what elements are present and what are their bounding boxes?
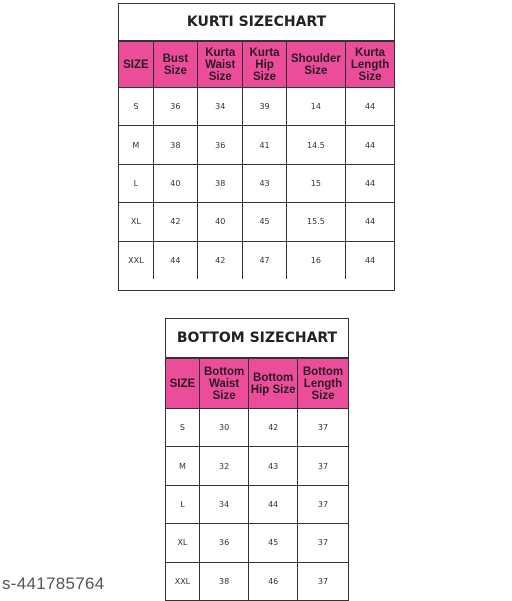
product-id-watermark: s-441785764 <box>2 574 105 593</box>
bottom-header-row <box>166 359 348 409</box>
measurement-cell: 46 <box>249 562 298 600</box>
bottom-header-waist: Bottom Waist Size <box>199 359 249 409</box>
measurement-cell: 44 <box>153 241 197 279</box>
bottom-sizechart <box>165 318 349 601</box>
kurti-table-body <box>119 88 394 280</box>
measurement-cell: 37 <box>297 524 348 562</box>
size-label-cell: S <box>119 88 153 126</box>
measurement-cell: 41 <box>243 126 286 164</box>
measurement-cell: 36 <box>198 126 243 164</box>
size-label-cell: S <box>166 409 199 447</box>
measurement-cell: 15.5 <box>286 203 345 241</box>
kurti-header-shoulder: Shoulder Size <box>286 42 345 88</box>
measurement-cell: 45 <box>243 203 286 241</box>
measurement-cell: 44 <box>249 485 298 523</box>
table-row <box>119 164 394 202</box>
table-row <box>166 409 348 447</box>
size-label-cell: XXL <box>119 241 153 279</box>
measurement-cell: 15 <box>286 164 345 202</box>
table-row <box>119 203 394 241</box>
kurti-header-waist: Kurta Waist Size <box>198 42 243 88</box>
measurement-cell: 42 <box>249 409 298 447</box>
size-label-cell: XL <box>166 524 199 562</box>
bottom-table-body <box>166 409 348 601</box>
kurti-header-length: Kurta Length Size <box>346 42 394 88</box>
size-label-cell: L <box>166 485 199 523</box>
measurement-cell: 38 <box>198 164 243 202</box>
kurti-header-row <box>119 42 394 88</box>
bottom-header-hip: Bottom Hip Size <box>249 359 298 409</box>
measurement-cell: 36 <box>199 524 249 562</box>
measurement-cell: 34 <box>199 485 249 523</box>
measurement-cell: 40 <box>153 164 197 202</box>
measurement-cell: 37 <box>297 409 348 447</box>
table-row <box>119 88 394 126</box>
measurement-cell: 37 <box>297 485 348 523</box>
measurement-cell: 37 <box>297 562 348 600</box>
measurement-cell: 16 <box>286 241 345 279</box>
measurement-cell: 43 <box>243 164 286 202</box>
kurti-size-table <box>119 41 394 279</box>
bottom-header-size: SIZE <box>166 359 199 409</box>
table-row <box>166 447 348 485</box>
measurement-cell: 44 <box>346 164 394 202</box>
measurement-cell: 37 <box>297 447 348 485</box>
measurement-cell: 34 <box>198 88 243 126</box>
size-label-cell: L <box>119 164 153 202</box>
measurement-cell: 36 <box>153 88 197 126</box>
measurement-cell: 42 <box>153 203 197 241</box>
measurement-cell: 14 <box>286 88 345 126</box>
size-label-cell: M <box>119 126 153 164</box>
table-row <box>119 126 394 164</box>
bottom-header-length: Bottom Length Size <box>297 359 348 409</box>
measurement-cell: 30 <box>199 409 249 447</box>
measurement-cell: 44 <box>346 126 394 164</box>
bottom-sizechart-title: BOTTOM SIZECHART <box>166 319 348 358</box>
measurement-cell: 32 <box>199 447 249 485</box>
measurement-cell: 39 <box>243 88 286 126</box>
measurement-cell: 40 <box>198 203 243 241</box>
size-label-cell: XL <box>119 203 153 241</box>
measurement-cell: 38 <box>153 126 197 164</box>
size-label-cell: M <box>166 447 199 485</box>
measurement-cell: 43 <box>249 447 298 485</box>
kurti-header-hip: Kurta Hip Size <box>243 42 286 88</box>
size-label-cell: XXL <box>166 562 199 600</box>
bottom-size-table <box>166 358 348 600</box>
measurement-cell: 47 <box>243 241 286 279</box>
measurement-cell: 14.5 <box>286 126 345 164</box>
measurement-cell: 44 <box>346 88 394 126</box>
measurement-cell: 45 <box>249 524 298 562</box>
kurti-sizechart <box>118 3 395 291</box>
kurti-sizechart-title: KURTI SIZECHART <box>119 4 394 41</box>
table-row <box>119 241 394 279</box>
table-row <box>166 562 348 600</box>
measurement-cell: 42 <box>198 241 243 279</box>
kurti-header-bust: Bust Size <box>153 42 197 88</box>
kurti-header-size: SIZE <box>119 42 153 88</box>
table-row <box>166 485 348 523</box>
table-row <box>166 524 348 562</box>
measurement-cell: 44 <box>346 203 394 241</box>
measurement-cell: 38 <box>199 562 249 600</box>
measurement-cell: 44 <box>346 241 394 279</box>
